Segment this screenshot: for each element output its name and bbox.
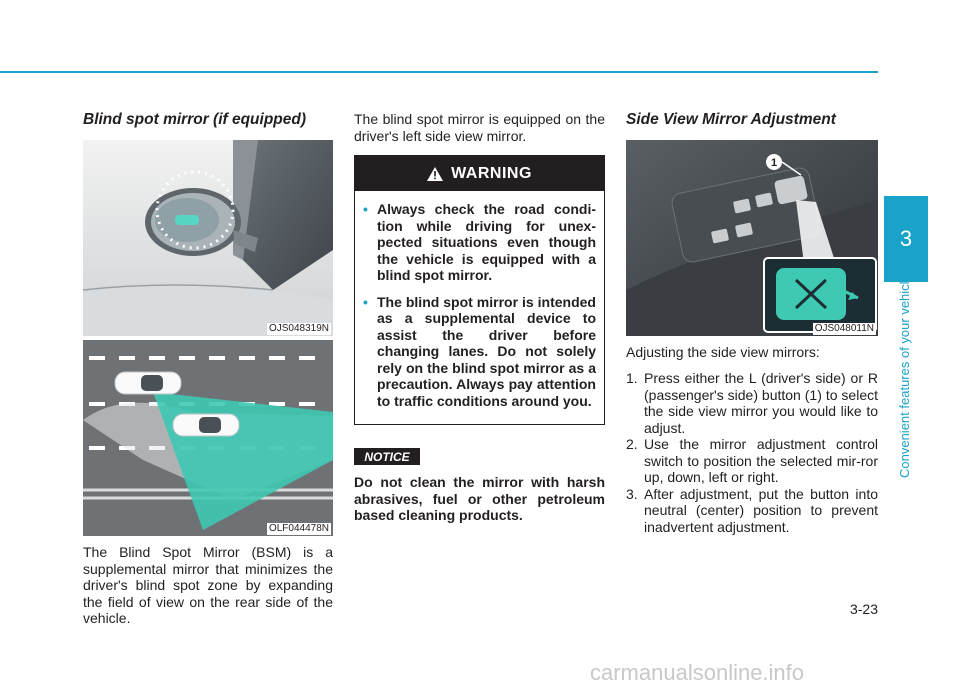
blind-spot-description: The Blind Spot Mirror (BSM) is a supplemental mirror that minimizes the driver's blind spot zone by expanding the field of view on the rear side of the vehicle. <box>83 544 333 626</box>
bullet-icon: • <box>363 293 368 310</box>
callout-label: 1 <box>770 157 778 169</box>
warning-item: • The blind spot mirror is intended as a supplemental device to assist the driver before changing lanes. Do not solely rely on the blind spot mirror as a precaution. Always pay attention to traffic conditions around you. <box>363 293 596 409</box>
notice-badge: NOTICE <box>354 448 420 465</box>
watermark: carmanualsonline.info <box>590 660 805 685</box>
bullet-icon: • <box>363 201 368 217</box>
warning-list <box>355 191 604 409</box>
warning-item: • Always check the road condi-tion while driving for unex-pected situations even though the vehicle is equipped with a blind spot mirror. <box>363 201 596 283</box>
chapter-tab: 3 <box>884 196 928 282</box>
figure-mirror-switch <box>626 140 878 336</box>
step-item: 2. Use the mirror adjustment control switch to position the selected mir-ror up, down, left or right. <box>626 436 878 485</box>
figure-caption: OLF044478N <box>268 523 329 534</box>
figure-caption: OJS048011N <box>814 323 874 334</box>
warning-box <box>354 155 605 425</box>
chapter-title: Convenient features of your vehicle <box>897 274 912 478</box>
section-heading-blind-spot: Blind spot mirror (if equipped) <box>83 111 307 128</box>
car-top <box>115 372 181 394</box>
page-number: 3-23 <box>849 601 878 617</box>
header-rule <box>0 71 878 73</box>
warning-header <box>355 156 604 191</box>
warning-title: WARNING <box>451 164 532 182</box>
car-top <box>173 414 239 436</box>
step-item: 1. Press either the L (driver's side) or R (passenger's side) button (1) to select the side view mirror you would like to adjust. <box>626 370 878 436</box>
figure-blind-spot-zone <box>83 340 333 536</box>
blind-spot-intro: The blind spot mirror is equipped on the driver's left side view mirror. <box>354 111 605 144</box>
adjust-intro: Adjusting the side view mirrors: <box>626 344 820 360</box>
road-zone-illustration <box>83 340 333 536</box>
notice-text: Do not clean the mirror with harsh abrasives, fuel or other petroleum based cleaning products. <box>354 474 605 523</box>
mirror-illustration <box>83 140 333 336</box>
warning-triangle-icon <box>427 167 443 181</box>
adjust-steps <box>626 370 878 535</box>
section-heading-side-mirror: Side View Mirror Adjustment <box>626 111 836 128</box>
figure-caption: OJS048319N <box>268 323 329 334</box>
figure-blind-spot-mirror <box>83 140 333 336</box>
door-panel-illustration <box>626 140 878 336</box>
step-item: 3. After adjustment, put the button into neutral (center) position to prevent inadvertent adjustment. <box>626 485 878 535</box>
